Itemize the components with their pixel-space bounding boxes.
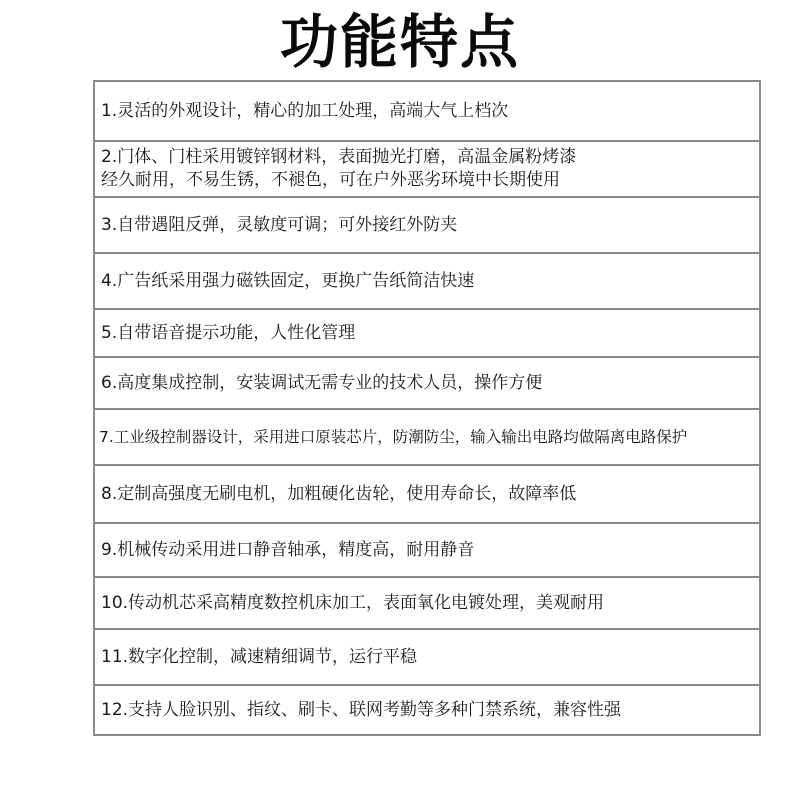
feature-row-12	[93, 684, 761, 736]
feature-text-8: 8.定制高强度无刷电机，加粗硬化齿轮，使用寿命长，故障率低	[101, 483, 577, 504]
feature-row-7	[93, 408, 761, 464]
feature-row-2	[93, 140, 761, 196]
feature-row-4	[93, 252, 761, 308]
feature-text-7: 7.工业级控制器设计，采用进口原装芯片，防潮防尘，输入输出电路均做隔离电路保护	[99, 427, 688, 446]
feature-row-11	[93, 628, 761, 684]
feature-row-1	[93, 80, 761, 140]
feature-text-12: 12.支持人脸识别、指纹、刷卡、联网考勤等多种门禁系统，兼容性强	[101, 699, 622, 720]
feature-row-9	[93, 522, 761, 576]
feature-row-6	[93, 356, 761, 408]
feature-text-6: 6.高度集成控制，安装调试无需专业的技术人员，操作方便	[101, 372, 543, 393]
page-title: 功能特点	[279, 8, 520, 76]
feature-text-2-line-1: 2.门体、门柱采用镀锌钢材料，表面抛光打磨，高温金属粉烤漆	[101, 147, 577, 167]
feature-row-5	[93, 308, 761, 356]
feature-text-2-line-2: 经久耐用，不易生锈，不褪色，可在户外恶劣环境中长期使用	[101, 170, 560, 190]
feature-row-8	[93, 464, 761, 522]
feature-row-10	[93, 576, 761, 628]
feature-list	[93, 80, 763, 736]
feature-text-1: 1.灵活的外观设计，精心的加工处理，高端大气上档次	[101, 100, 509, 121]
feature-text-9: 9.机械传动采用进口静音轴承，精度高，耐用静音	[101, 539, 475, 560]
feature-text-3: 3.自带遇阻反弹，灵敏度可调；可外接红外防夹	[101, 214, 458, 235]
feature-text-11: 11.数字化控制，减速精细调节，运行平稳	[101, 646, 418, 667]
feature-text-10: 10.传动机芯采高精度数控机床加工，表面氧化电镀处理，美观耐用	[101, 592, 605, 613]
feature-text-5: 5.自带语音提示功能，人性化管理	[101, 322, 356, 343]
feature-row-3	[93, 196, 761, 252]
feature-text-4: 4.广告纸采用强力磁铁固定，更换广告纸简洁快速	[101, 270, 475, 291]
